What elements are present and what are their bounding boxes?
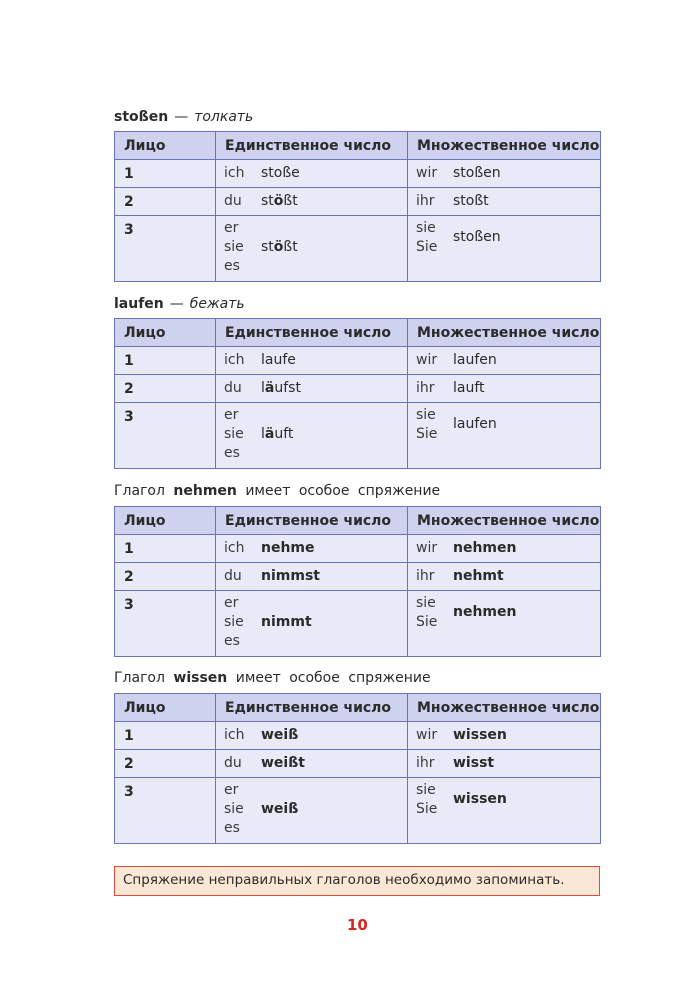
header-person: Лицо [115, 319, 216, 347]
header-plural: Множественное число [408, 694, 601, 722]
verb-form: weißt [261, 755, 305, 771]
pronoun: du [224, 568, 242, 584]
table-header-row [115, 507, 601, 535]
header-person: Лицо [115, 694, 216, 722]
plural-cell [408, 347, 601, 375]
pronoun: er [224, 595, 239, 611]
person-number: 2 [115, 375, 216, 403]
verb-title: laufen [114, 296, 164, 312]
pronoun: es [224, 258, 240, 274]
singular-cell [216, 591, 408, 657]
verb-form: läuft [261, 426, 294, 442]
pronoun: ihr [416, 193, 435, 209]
header-singular: Единственное число [216, 507, 408, 535]
singular-cell [216, 160, 408, 188]
pronoun: ich [224, 165, 245, 181]
pronoun: es [224, 445, 240, 461]
table-row [115, 347, 601, 375]
verb-form: nehme [261, 540, 315, 556]
table-row [115, 535, 601, 563]
singular-cell [216, 563, 408, 591]
plural-cell [408, 563, 601, 591]
singular-cell [216, 750, 408, 778]
header-person: Лицо [115, 132, 216, 160]
pronoun: ihr [416, 568, 435, 584]
singular-cell [216, 347, 408, 375]
person-number: 3 [115, 403, 216, 469]
header-singular: Единственное число [216, 132, 408, 160]
singular-cell [216, 188, 408, 216]
verb-form: nimmst [261, 568, 320, 584]
pronoun: es [224, 633, 240, 649]
plural-cell [408, 403, 601, 469]
verb-translation: толкать [194, 109, 254, 125]
person-number: 2 [115, 563, 216, 591]
verb-form: nehmt [453, 568, 504, 584]
verb-heading-stossen [114, 108, 253, 126]
verb-form: läufst [261, 380, 301, 396]
table-row [115, 591, 601, 657]
table-row [115, 563, 601, 591]
singular-cell [216, 535, 408, 563]
table-header-row [115, 132, 601, 160]
pronoun: es [224, 820, 240, 836]
singular-cell [216, 375, 408, 403]
header-singular: Единственное число [216, 319, 408, 347]
plural-cell [408, 160, 601, 188]
table-row [115, 375, 601, 403]
table-row [115, 778, 601, 844]
person-number: 1 [115, 347, 216, 375]
pronoun: wir [416, 540, 438, 556]
pronoun: ich [224, 727, 245, 743]
verb-heading-nehmen: Глагол nehmen имеет особое спряжение [114, 483, 441, 499]
verb-form: laufen [453, 352, 497, 368]
table-row [115, 216, 601, 282]
header-plural: Множественное число [408, 132, 601, 160]
pronoun: Sie [416, 239, 438, 255]
verb-form: nehmen [453, 540, 517, 556]
person-number: 2 [115, 750, 216, 778]
dash: — [174, 109, 189, 125]
verb-form: stoßen [453, 229, 501, 245]
verb-form: laufen [453, 416, 497, 432]
pronoun: du [224, 193, 242, 209]
plural-cell [408, 188, 601, 216]
table-row [115, 188, 601, 216]
pronoun: sie [416, 782, 436, 798]
pronoun: sie [416, 407, 436, 423]
conjugation-table-wissen [114, 693, 601, 844]
pronoun: sie [224, 801, 244, 817]
pronoun: wir [416, 727, 438, 743]
dash: — [169, 296, 184, 312]
verb-form: wisst [453, 755, 495, 771]
vowel-change: ä [264, 380, 275, 396]
table-header-row [115, 319, 601, 347]
table-row [115, 160, 601, 188]
verb-title: wissen [173, 670, 228, 686]
verb-form: stoßen [453, 165, 501, 181]
person-number: 1 [115, 722, 216, 750]
pronoun: sie [416, 595, 436, 611]
verb-title: stoßen [114, 109, 169, 125]
singular-cell [216, 216, 408, 282]
singular-cell [216, 403, 408, 469]
pronoun: ich [224, 352, 245, 368]
vowel-change: ö [273, 193, 284, 209]
header-plural: Множественное число [408, 319, 601, 347]
verb-form: weiß [261, 801, 299, 817]
pronoun: sie [224, 614, 244, 630]
verb-form: stoßt [453, 193, 489, 209]
verb-form: lauft [453, 380, 485, 396]
singular-cell [216, 778, 408, 844]
verb-form: wissen [453, 727, 507, 743]
verb-title: nehmen [173, 483, 237, 499]
header-singular: Единственное число [216, 694, 408, 722]
verb-form: laufe [261, 352, 296, 368]
pronoun: er [224, 782, 239, 798]
table-row [115, 403, 601, 469]
table-header-row [115, 694, 601, 722]
person-number: 1 [115, 535, 216, 563]
verb-form: wissen [453, 791, 507, 807]
person-number: 3 [115, 591, 216, 657]
header-plural: Множественное число [408, 507, 601, 535]
pronoun: Sie [416, 801, 438, 817]
pronoun: er [224, 220, 239, 236]
intro-word: Глагол [114, 483, 165, 499]
table-row [115, 750, 601, 778]
verb-form: nimmt [261, 614, 312, 630]
table-row [115, 722, 601, 750]
plural-cell [408, 722, 601, 750]
person-number: 3 [115, 216, 216, 282]
page-number: 10 [347, 916, 368, 934]
pronoun: ich [224, 540, 245, 556]
verb-translation: бежать [189, 296, 245, 312]
pronoun: sie [224, 239, 244, 255]
pronoun: Sie [416, 426, 438, 442]
conjugation-table-stossen [114, 131, 601, 282]
pronoun: wir [416, 352, 438, 368]
person-number: 3 [115, 778, 216, 844]
pronoun: ihr [416, 755, 435, 771]
person-number: 1 [115, 160, 216, 188]
conjugation-table-laufen [114, 318, 601, 469]
pronoun: du [224, 380, 242, 396]
plural-cell [408, 375, 601, 403]
singular-cell [216, 722, 408, 750]
pronoun: ihr [416, 380, 435, 396]
header-person: Лицо [115, 507, 216, 535]
pronoun: Sie [416, 614, 438, 630]
pronoun: du [224, 755, 242, 771]
rule-note-box: Спряжение неправильных глаголов необходимо запоминать. [114, 866, 600, 896]
plural-cell [408, 591, 601, 657]
pronoun: er [224, 407, 239, 423]
plural-cell [408, 216, 601, 282]
pronoun: wir [416, 165, 438, 181]
verb-heading-wissen: Глагол wissen имеет особое спряжение [114, 670, 431, 686]
vowel-change: ä [264, 426, 275, 442]
conjugation-table-nehmen [114, 506, 601, 657]
pronoun: sie [416, 220, 436, 236]
plural-cell [408, 535, 601, 563]
plural-cell [408, 778, 601, 844]
verb-form: stößt [261, 239, 298, 255]
verb-form: weiß [261, 727, 299, 743]
plural-cell [408, 750, 601, 778]
pronoun: sie [224, 426, 244, 442]
verb-form: nehmen [453, 604, 517, 620]
verb-form: stoße [261, 165, 300, 181]
verb-heading-laufen [114, 295, 245, 313]
vowel-change: ö [273, 239, 284, 255]
intro-word: Глагол [114, 670, 165, 686]
verb-form: stößt [261, 193, 298, 209]
person-number: 2 [115, 188, 216, 216]
